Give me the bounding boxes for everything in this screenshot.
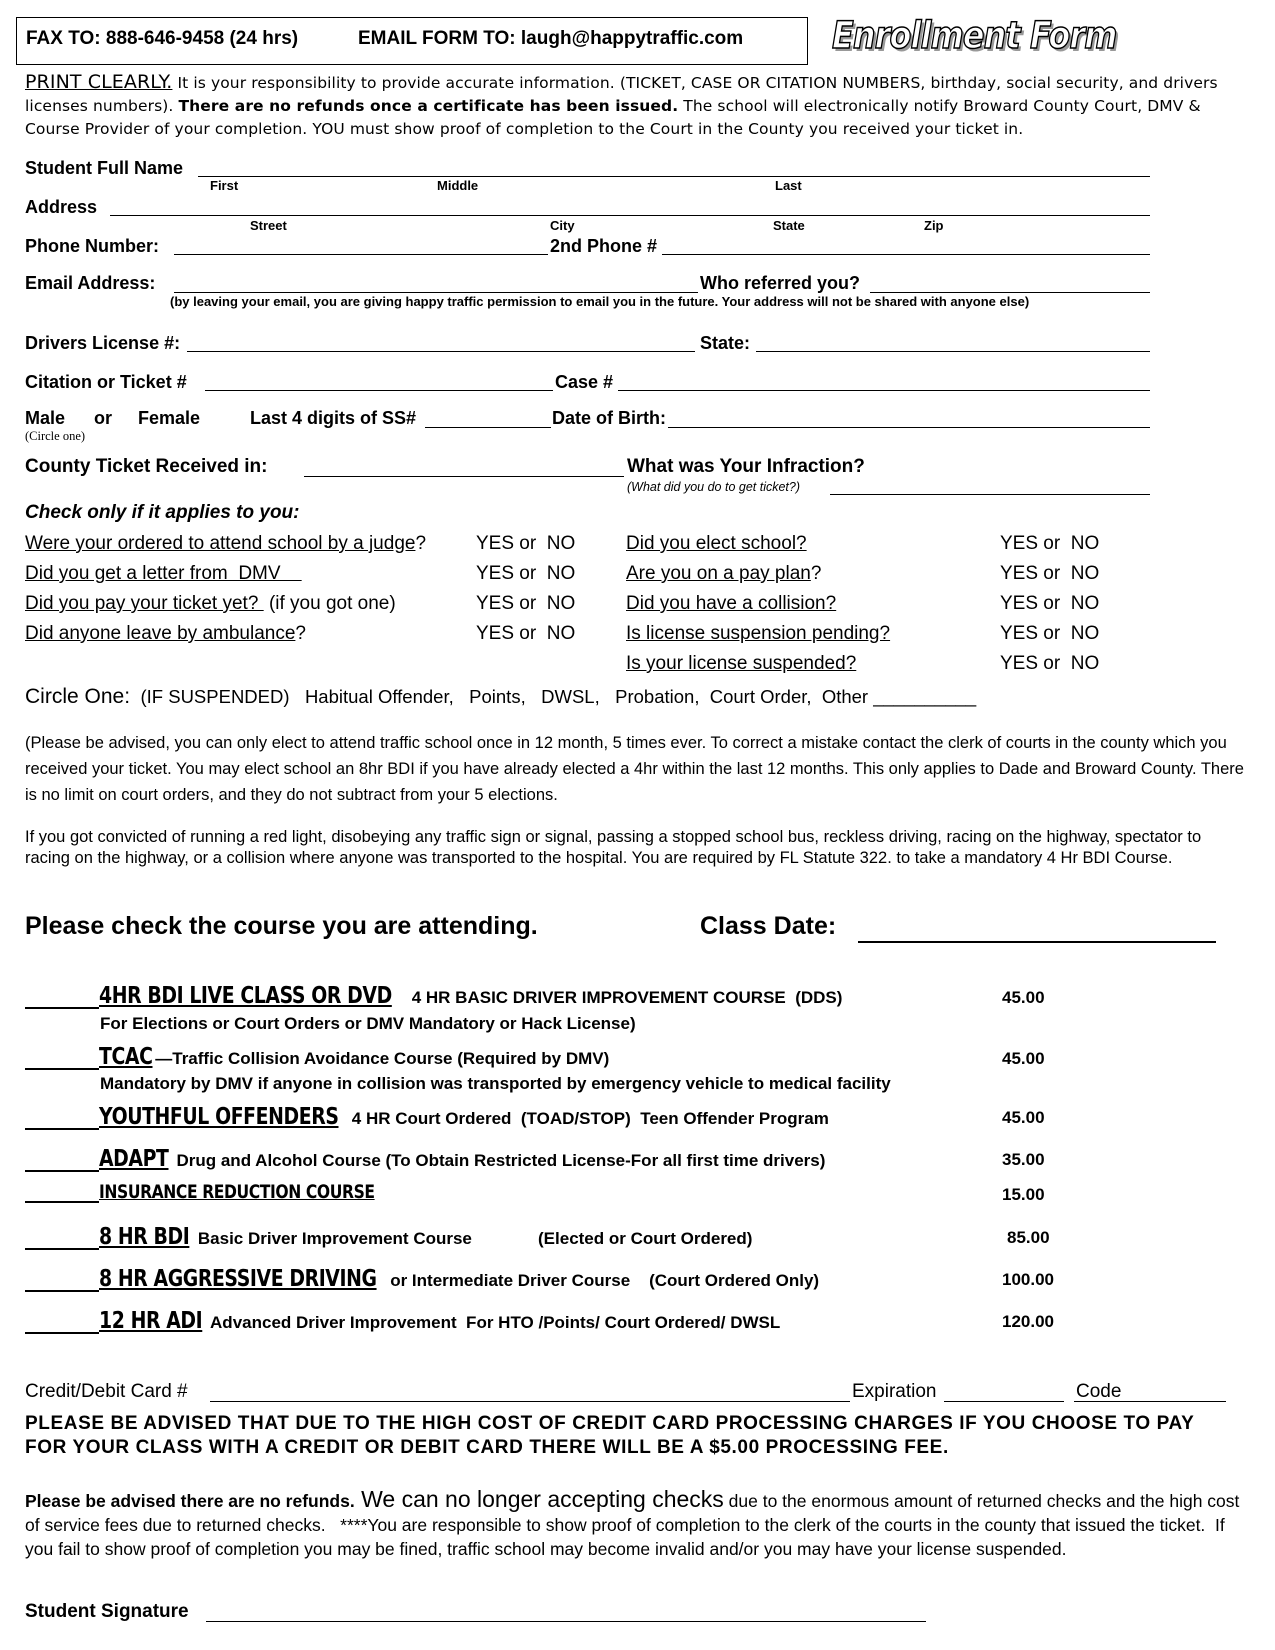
- question-license-suspended: Is your license suspended?: [626, 653, 857, 674]
- course-title: INSURANCE REDUCTION COURSE: [99, 1181, 375, 1203]
- course-checkbox[interactable]: [25, 1289, 99, 1292]
- course-12hr-adi[interactable]: [25, 1308, 780, 1336]
- check-heading: Check only if it applies to you:: [25, 502, 300, 523]
- class-date-label: Class Date:: [700, 912, 837, 940]
- price-tcac: 45.00: [1002, 1049, 1045, 1068]
- expiration-field[interactable]: [944, 1401, 1064, 1402]
- course-title: YOUTHFUL OFFENDERS: [99, 1104, 339, 1130]
- course-title: 12 HR ADI: [99, 1308, 203, 1334]
- city-sublabel: City: [550, 218, 575, 233]
- citation-label: Citation or Ticket #: [25, 372, 187, 392]
- question-ambulance: Did anyone leave by ambulance?: [25, 623, 306, 644]
- processing-fee-notice: PLEASE BE ADVISED THAT DUE TO THE HIGH COST OF CREDIT CARD PROCESSING CHARGES IF YOU CHOOSE TO PAY FOR YOUR CLASS WITH A CREDIT OR DEBIT CARD THERE WILL BE A $5.00 PROCESSING FEE.: [25, 1413, 1195, 1458]
- course-checkbox[interactable]: [25, 1067, 99, 1070]
- no-refunds-label: Please be advised there are no refunds.: [25, 1491, 355, 1511]
- course-desc: Advanced Driver Improvement For HTO /Points/ Court Ordered/ DWSL: [205, 1313, 781, 1332]
- email-permission-note: (by leaving your email, you are giving happy traffic permission to email you in the future. Your address will not be shared with anyone else): [170, 294, 1030, 309]
- yes-no-dmv-letter[interactable]: YES or NO: [476, 563, 576, 584]
- phone2-field[interactable]: [662, 254, 1150, 255]
- yes-no-ambulance[interactable]: YES or NO: [476, 623, 576, 644]
- yes-no-judge-order[interactable]: YES or NO: [476, 533, 576, 554]
- course-4hr-bdi[interactable]: [25, 983, 842, 1011]
- course-8hr-bdi[interactable]: [25, 1224, 752, 1252]
- question-suspension-pending: Is license suspension pending?: [626, 623, 891, 644]
- dob-label: Date of Birth:: [552, 408, 666, 428]
- expiration-label: Expiration: [852, 1381, 937, 1402]
- yes-no-paid-ticket[interactable]: YES or NO: [476, 593, 576, 614]
- mandatory-course-notice: If you got convicted of running a red light, disobeying any traffic sign or signal, passing a stopped school bus, reckless driving, racing on the highway, spectator to racing on the highway, or a collision where anyone was transported to the hospital. You are required by FL Statute 322. to take a mandatory 4 Hr BDI Course.: [25, 828, 1202, 867]
- question-paid-ticket: Did you pay your ticket yet? (if you got one): [25, 593, 396, 614]
- course-tcac-sub: Mandatory by DMV if anyone in collision was transported by emergency vehicle to medical facility: [100, 1074, 891, 1093]
- infraction-label: What was Your Infraction?: [627, 456, 865, 477]
- course-checkbox[interactable]: [25, 1331, 99, 1334]
- course-desc: 4 HR BASIC DRIVER IMPROVEMENT COURSE (DDS): [407, 988, 843, 1007]
- zip-sublabel: Zip: [924, 218, 944, 233]
- state-field[interactable]: [756, 351, 1150, 352]
- ss-label: Last 4 digits of SS#: [250, 408, 417, 428]
- state-label: State:: [700, 333, 751, 353]
- yes-no-pay-plan[interactable]: YES or NO: [1000, 563, 1100, 584]
- course-desc: Drug and Alcohol Course (To Obtain Restricted License-For all first time drivers): [171, 1151, 826, 1170]
- no-checks-label: We can no longer accepting checks: [354, 1486, 724, 1512]
- refund-checks-notice: [25, 1487, 1247, 1561]
- email-field[interactable]: [174, 292, 698, 293]
- email-label-field: Email Address:: [25, 273, 156, 293]
- course-4hr-bdi-sub: For Elections or Court Orders or DMV Mandatory or Hack License): [100, 1014, 636, 1033]
- male-option[interactable]: Male: [25, 408, 66, 428]
- course-title: 4HR BDI LIVE CLASS OR DVD: [99, 983, 392, 1009]
- course-desc: Basic Driver Improvement Course (Elected or Court Ordered): [193, 1229, 753, 1248]
- question-dmv-letter: Did you get a letter from DMV: [25, 563, 302, 584]
- course-checkbox[interactable]: [25, 1169, 99, 1172]
- middle-sublabel: Middle: [437, 178, 479, 193]
- course-title: TCAC: [99, 1044, 153, 1070]
- yes-no-license-suspended[interactable]: YES or NO: [1000, 653, 1100, 674]
- course-desc: 4 HR Court Ordered (TOAD/STOP) Teen Offender Program: [347, 1109, 829, 1128]
- phone2-label: 2nd Phone #: [550, 236, 658, 256]
- infraction-note: (What did you do to get ticket?): [627, 480, 801, 494]
- citation-field[interactable]: [205, 390, 553, 391]
- first-sublabel: First: [210, 178, 239, 193]
- card-field[interactable]: [210, 1401, 850, 1402]
- suspension-options[interactable]: (IF SUSPENDED) Habitual Offender, Points, DWSL, Probation, Court Order, Other __________: [140, 686, 977, 707]
- course-checkbox[interactable]: [25, 1200, 99, 1203]
- infraction-field[interactable]: [830, 494, 1150, 495]
- or-text: or: [94, 408, 112, 428]
- code-label: Code: [1076, 1381, 1122, 1402]
- phone-label: Phone Number:: [25, 236, 160, 256]
- referred-field[interactable]: [870, 292, 1150, 293]
- female-option[interactable]: Female: [138, 408, 201, 428]
- price-youthful-offenders: 45.00: [1002, 1108, 1045, 1127]
- course-heading: Please check the course you are attending.: [25, 912, 538, 940]
- circle-one-note: (Circle one): [25, 429, 86, 443]
- card-label: Credit/Debit Card #: [25, 1381, 188, 1402]
- intro-text-2: The school will electronically notify Broward County Court, DMV & Course Provider of your completion. YOU must show proof of completion to the Court in the County you received your ticket in.: [25, 97, 1201, 138]
- price-8hr-aggressive: 100.00: [1002, 1270, 1054, 1289]
- course-adapt[interactable]: [25, 1146, 825, 1174]
- signature-label: Student Signature: [25, 1601, 189, 1622]
- ss-field[interactable]: [425, 427, 551, 428]
- question-judge-order: Were your ordered to attend school by a judge?: [25, 533, 427, 554]
- price-12hr-adi: 120.00: [1002, 1312, 1054, 1331]
- circle-one-row: [25, 685, 976, 709]
- no-refunds-notice: There are no refunds once a certificate has been issued.: [178, 97, 679, 115]
- question-elect-school: Did you elect school?: [626, 533, 807, 554]
- checks-text: due to the enormous amount of returned checks and the high cost of service fees due to returned checks. ****You are responsible to show proof of completion to the clerk of the courts in the county that issued the ticket. If you fail to show proof of completion you may be fined, traffic school may become invalid and/or you may have your license suspended.: [25, 1491, 1245, 1559]
- course-checkbox[interactable]: [25, 1127, 99, 1130]
- dob-field[interactable]: [668, 427, 1150, 428]
- price-4hr-bdi: 45.00: [1002, 988, 1045, 1007]
- intro-paragraph: [25, 71, 1247, 141]
- state-sublabel: State: [773, 218, 805, 233]
- signature-field[interactable]: [206, 1621, 926, 1622]
- header-contact-box: [16, 17, 808, 65]
- question-pay-plan: Are you on a pay plan?: [626, 563, 822, 584]
- course-checkbox[interactable]: [25, 1247, 99, 1250]
- election-notice: (Please be advised, you can only elect to attend traffic school once in 12 month, 5 times ever. To correct a mistake contact the clerk of courts in the county which you received your ticket. You may elect school an 8hr BDI if you have already elected a 4hr within the last 12 months. This only applies to Dade and Broward County. There is no limit on court orders, and they do not subtract from your 5 elections.: [25, 734, 1244, 804]
- price-insurance-reduction: 15.00: [1002, 1185, 1045, 1204]
- referred-label: Who referred you?: [700, 273, 861, 293]
- course-tcac[interactable]: [25, 1044, 609, 1072]
- case-label: Case #: [555, 372, 614, 392]
- drivers-license-field[interactable]: [187, 351, 695, 352]
- phone-field[interactable]: [174, 254, 548, 255]
- course-desc: —Traffic Collision Avoidance Course (Required by DMV): [155, 1049, 610, 1068]
- course-desc: or Intermediate Driver Course (Court Ordered Only): [385, 1271, 820, 1290]
- course-checkbox[interactable]: [25, 1006, 99, 1009]
- last-sublabel: Last: [775, 178, 802, 193]
- address-field[interactable]: [110, 215, 1150, 216]
- price-adapt: 35.00: [1002, 1150, 1045, 1169]
- yes-no-collision[interactable]: YES or NO: [1000, 593, 1100, 614]
- county-label: County Ticket Received in:: [25, 456, 268, 477]
- code-field[interactable]: [1074, 1401, 1226, 1402]
- form-title: Enrollment Form: [832, 14, 1117, 57]
- course-youthful-offenders[interactable]: [25, 1104, 829, 1132]
- intro-text-1: It is your responsibility to provide accurate information. (TICKET, CASE OR CITATION NUMBERS, birthday, social security, and drivers licenses numbers).: [25, 74, 1218, 115]
- class-date-field[interactable]: [858, 941, 1216, 943]
- street-sublabel: Street: [250, 218, 287, 233]
- course-title: 8 HR BDI: [99, 1224, 190, 1250]
- course-title: 8 HR AGGRESSIVE DRIVING: [99, 1266, 377, 1292]
- fax-label: FAX TO: 888-646-9458 (24 hrs): [26, 28, 299, 49]
- drivers-license-label: Drivers License #:: [25, 333, 181, 353]
- case-field[interactable]: [618, 390, 1150, 391]
- yes-no-suspension-pending[interactable]: YES or NO: [1000, 623, 1100, 644]
- course-title: ADAPT: [99, 1146, 169, 1172]
- question-collision: Did you have a collision?: [626, 593, 837, 614]
- student-name-label: Student Full Name: [25, 158, 184, 178]
- course-insurance-reduction[interactable]: [25, 1181, 489, 1209]
- county-field[interactable]: [304, 476, 624, 477]
- address-label: Address: [25, 197, 98, 217]
- price-8hr-bdi: 85.00: [1007, 1228, 1050, 1247]
- print-clearly-label: PRINT CLEARLY.: [25, 71, 173, 93]
- student-name-field[interactable]: [198, 176, 1150, 177]
- email-label: EMAIL FORM TO: laugh@happytraffic.com: [358, 28, 744, 49]
- yes-no-elect-school[interactable]: YES or NO: [1000, 533, 1100, 554]
- circle-one-label: Circle One:: [25, 685, 131, 708]
- course-8hr-aggressive[interactable]: [25, 1266, 819, 1294]
